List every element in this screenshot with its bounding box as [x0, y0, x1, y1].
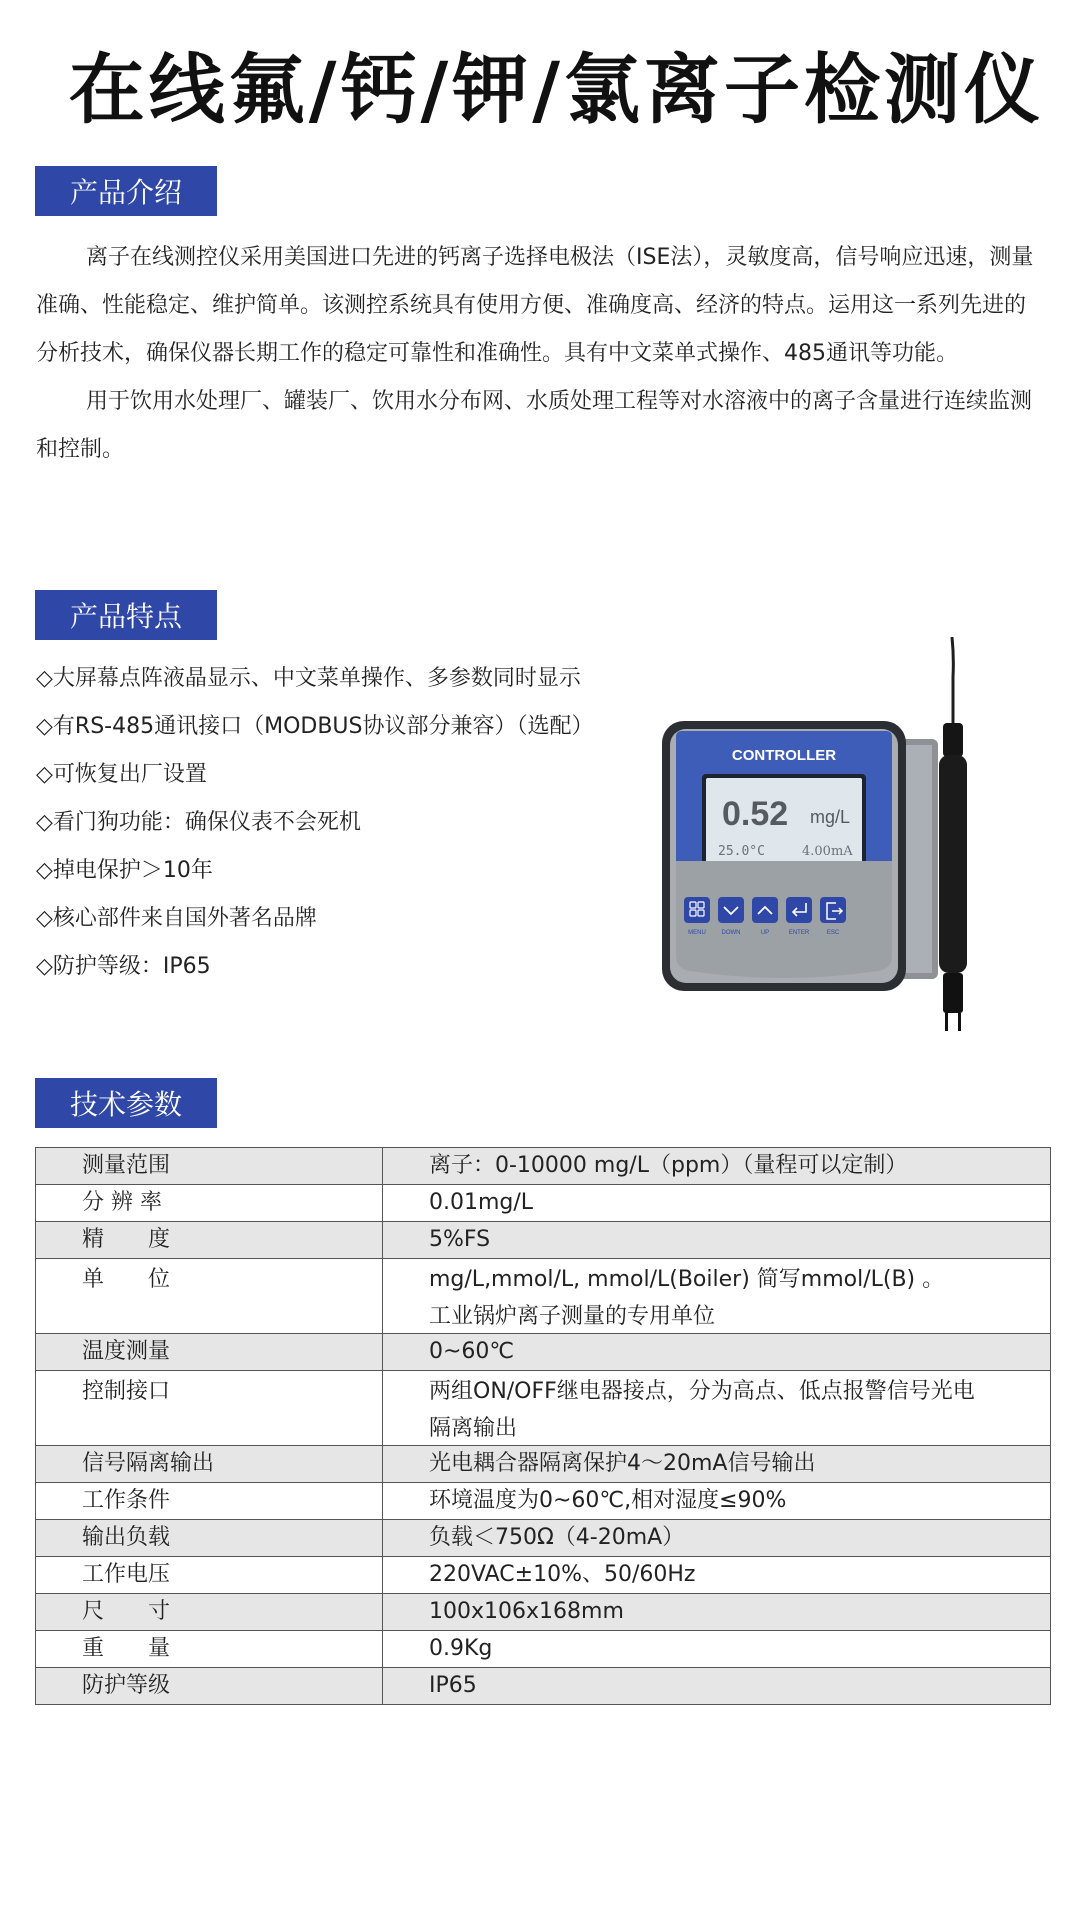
feature-item: ◇掉电保护＞10年 — [36, 858, 213, 883]
spec-label: 测量范围 — [82, 1153, 171, 1178]
controller-device-image — [662, 637, 982, 1057]
spec-value: 离子：0-10000 mg/L（ppm）（量程可以定制） — [429, 1153, 908, 1178]
down-button-label: DOWN — [721, 930, 741, 936]
spec-label-cell — [36, 1259, 383, 1334]
table-row — [36, 1557, 1051, 1594]
table-row — [36, 1371, 1051, 1446]
lcd-current: 4.00mA — [802, 844, 853, 859]
spec-label: 尺 寸 — [82, 1599, 171, 1624]
spec-label-cell — [36, 1631, 383, 1668]
menu-button-label: MENU — [688, 930, 706, 936]
spec-value-cell — [383, 1185, 1051, 1222]
section-heading-specs: 技术参数 — [35, 1078, 217, 1128]
spec-label: 信号隔离输出 — [82, 1451, 215, 1476]
section-heading-features: 产品特点 — [35, 590, 217, 640]
spec-label: 精 度 — [82, 1227, 171, 1252]
spec-value: 0~60℃ — [429, 1339, 515, 1364]
table-row — [36, 1594, 1051, 1631]
section-heading-intro: 产品介绍 — [35, 166, 217, 216]
spec-value: 隔离输出 — [429, 1416, 518, 1441]
spec-label-cell — [36, 1185, 383, 1222]
spec-value: 光电耦合器隔离保护4～20mA信号输出 — [429, 1451, 816, 1476]
spec-label-cell — [36, 1371, 383, 1446]
spec-value-cell — [383, 1594, 1051, 1631]
spec-value: IP65 — [429, 1673, 477, 1698]
feature-item: ◇看门狗功能：确保仪表不会死机 — [36, 810, 361, 835]
spec-value-cell — [383, 1557, 1051, 1594]
table-row — [36, 1631, 1051, 1668]
spec-value: 220VAC±10%、50/60Hz — [429, 1562, 696, 1587]
spec-label-cell — [36, 1668, 383, 1705]
spec-label-cell — [36, 1148, 383, 1185]
table-row — [36, 1148, 1051, 1185]
spec-label: 防护等级 — [82, 1673, 171, 1698]
spec-value: 环境温度为0~60℃,相对湿度≤90% — [429, 1488, 787, 1513]
spec-label: 控制接口 — [82, 1379, 171, 1404]
spec-value-cell — [383, 1520, 1051, 1557]
spec-value: 100x106x168mm — [429, 1599, 624, 1624]
spec-value: mg/L,mmol/L, mmol/L(Boiler) 简写mmol/L(B) 。 — [429, 1267, 945, 1292]
spec-label: 单 位 — [82, 1267, 171, 1292]
spec-label-cell — [36, 1483, 383, 1520]
spec-value-cell — [383, 1334, 1051, 1371]
spec-value: 两组ON/OFF继电器接点，分为高点、低点报警信号光电 — [429, 1379, 975, 1404]
spec-value: 5%FS — [429, 1227, 491, 1252]
spec-label: 温度测量 — [82, 1339, 171, 1364]
up-button-label: UP — [760, 930, 770, 936]
spec-table — [35, 1147, 1051, 1705]
spec-value: 工业锅炉离子测量的专用单位 — [429, 1304, 716, 1329]
spec-label: 工作条件 — [82, 1488, 171, 1513]
spec-value: 0.01mg/L — [429, 1190, 534, 1215]
spec-label-cell — [36, 1557, 383, 1594]
down-button[interactable] — [718, 897, 744, 936]
spec-value-cell — [383, 1668, 1051, 1705]
spec-label: 重 量 — [82, 1636, 171, 1661]
lcd-temperature: 25.0°C — [718, 844, 765, 859]
spec-label: 输出负载 — [82, 1525, 171, 1550]
esc-button-label: ESC — [826, 930, 840, 936]
spec-value-cell — [383, 1483, 1051, 1520]
feature-item: ◇核心部件来自国外著名品牌 — [36, 906, 317, 931]
table-row — [36, 1222, 1051, 1259]
spec-value: 负载＜750Ω（4-20mA） — [429, 1525, 685, 1550]
enter-button-label: ENTER — [788, 930, 810, 936]
lcd-reading: 0.52 — [722, 795, 789, 833]
spec-label-cell — [36, 1594, 383, 1631]
spec-label-cell — [36, 1222, 383, 1259]
table-row — [36, 1520, 1051, 1557]
spec-value-cell — [383, 1446, 1051, 1483]
feature-list — [36, 655, 594, 991]
feature-item: ◇可恢复出厂设置 — [36, 762, 207, 787]
table-row — [36, 1334, 1051, 1371]
lcd-unit: mg/L — [810, 807, 851, 827]
spec-value-cell — [383, 1371, 1051, 1446]
spec-label: 工作电压 — [82, 1562, 171, 1587]
electrode-probe — [939, 637, 967, 1031]
spec-label-cell — [36, 1446, 383, 1483]
spec-value-cell — [383, 1222, 1051, 1259]
spec-value-cell — [383, 1631, 1051, 1668]
table-row — [36, 1668, 1051, 1705]
table-row — [36, 1185, 1051, 1222]
table-row — [36, 1483, 1051, 1520]
enter-button[interactable] — [786, 897, 812, 936]
spec-value-cell — [383, 1259, 1051, 1334]
spec-value-cell — [383, 1148, 1051, 1185]
feature-item: ◇防护等级：IP65 — [36, 954, 211, 979]
intro-paragraph: 用于饮用水处理厂、罐装厂、饮用水分布网、水质处理工程等对水溶液中的离子含量进行连续监测和控制。 — [36, 389, 1033, 462]
feature-item: ◇有RS-485通讯接口（MODBUS协议部分兼容）（选配） — [36, 714, 594, 739]
intro-text — [36, 234, 1046, 474]
spec-label: 分 辨 率 — [82, 1190, 162, 1215]
intro-paragraph: 离子在线测控仪采用美国进口先进的钙离子选择电极法（ISE法），灵敏度高，信号响应迅速，测量准确、性能稳定、维护简单。该测控系统具有使用方便、准确度高、经济的特点。运用这一系列先进的分析技术，确保仪器长期工作的稳定可靠性和准确性。具有中文菜单式操作、485通讯等功能。 — [36, 245, 1034, 366]
spec-value: 0.9Kg — [429, 1636, 493, 1661]
table-row — [36, 1259, 1051, 1334]
page-title: 在线氟/钙/钾/氯离子检测仪 — [68, 45, 1044, 134]
feature-item: ◇大屏幕点阵液晶显示、中文菜单操作、多参数同时显示 — [36, 666, 581, 691]
device-brand: CONTROLLER — [731, 747, 837, 764]
spec-label-cell — [36, 1520, 383, 1557]
spec-label-cell — [36, 1334, 383, 1371]
table-row — [36, 1446, 1051, 1483]
